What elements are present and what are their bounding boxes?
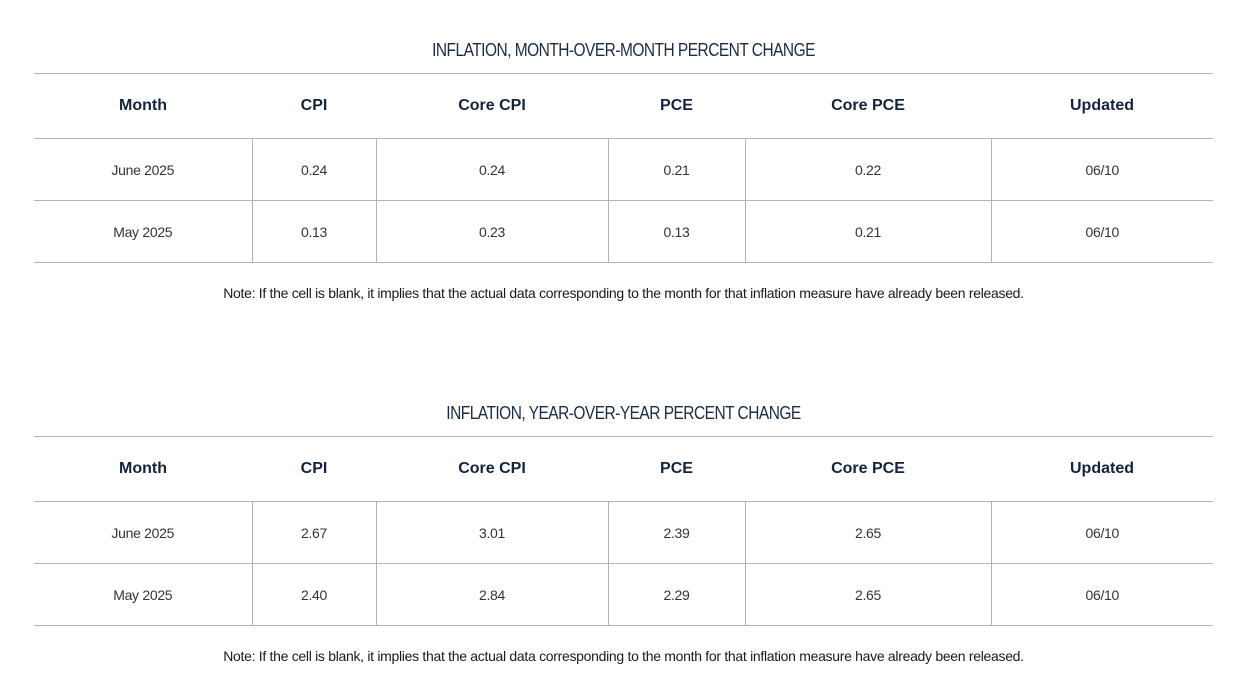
header-core-pce: Core PCE [745,437,991,502]
yoy-table-note: Note: If the cell is blank, it implies that the actual data corresponding to the month for that inflation measure have already been released. [223,648,1024,664]
header-core-cpi: Core CPI [376,437,608,502]
cell-month: May 2025 [34,564,252,626]
header-updated: Updated [991,74,1213,139]
header-month: Month [34,74,252,139]
cell-cpi: 0.24 [252,139,376,201]
cell-core-cpi: 0.24 [376,139,608,201]
cell-core-pce: 2.65 [745,564,991,626]
yoy-inflation-table [34,436,1213,626]
cell-pce: 2.29 [608,564,745,626]
cell-pce: 2.39 [608,502,745,564]
header-cpi: CPI [252,74,376,139]
cell-month: May 2025 [34,201,252,263]
table-row [34,564,1213,626]
mom-inflation-table [34,73,1213,263]
cell-cpi: 2.40 [252,564,376,626]
header-month: Month [34,437,252,502]
table-row [34,139,1213,201]
mom-table-note: Note: If the cell is blank, it implies that the actual data corresponding to the month for that inflation measure have already been released. [223,285,1024,301]
table-header-row [34,437,1213,502]
table-row [34,502,1213,564]
cell-updated: 06/10 [991,564,1213,626]
yoy-table-title: INFLATION, YEAR-OVER-YEAR PERCENT CHANGE [446,403,801,423]
header-core-pce: Core PCE [745,74,991,139]
cell-updated: 06/10 [991,502,1213,564]
cell-cpi: 0.13 [252,201,376,263]
cell-core-pce: 0.22 [745,139,991,201]
yoy-inflation-section [34,399,1213,664]
header-core-cpi: Core CPI [376,74,608,139]
cell-core-pce: 2.65 [745,502,991,564]
cell-core-cpi: 3.01 [376,502,608,564]
header-updated: Updated [991,437,1213,502]
cell-month: June 2025 [34,139,252,201]
header-pce: PCE [608,74,745,139]
cell-updated: 06/10 [991,201,1213,263]
cell-cpi: 2.67 [252,502,376,564]
cell-updated: 06/10 [991,139,1213,201]
cell-pce: 0.21 [608,139,745,201]
header-cpi: CPI [252,437,376,502]
mom-table-title: INFLATION, MONTH-OVER-MONTH PERCENT CHANGE [432,40,815,60]
table-row [34,201,1213,263]
cell-core-pce: 0.21 [745,201,991,263]
mom-inflation-section [34,36,1213,301]
header-pce: PCE [608,437,745,502]
cell-core-cpi: 2.84 [376,564,608,626]
cell-month: June 2025 [34,502,252,564]
cell-pce: 0.13 [608,201,745,263]
cell-core-cpi: 0.23 [376,201,608,263]
table-header-row [34,74,1213,139]
